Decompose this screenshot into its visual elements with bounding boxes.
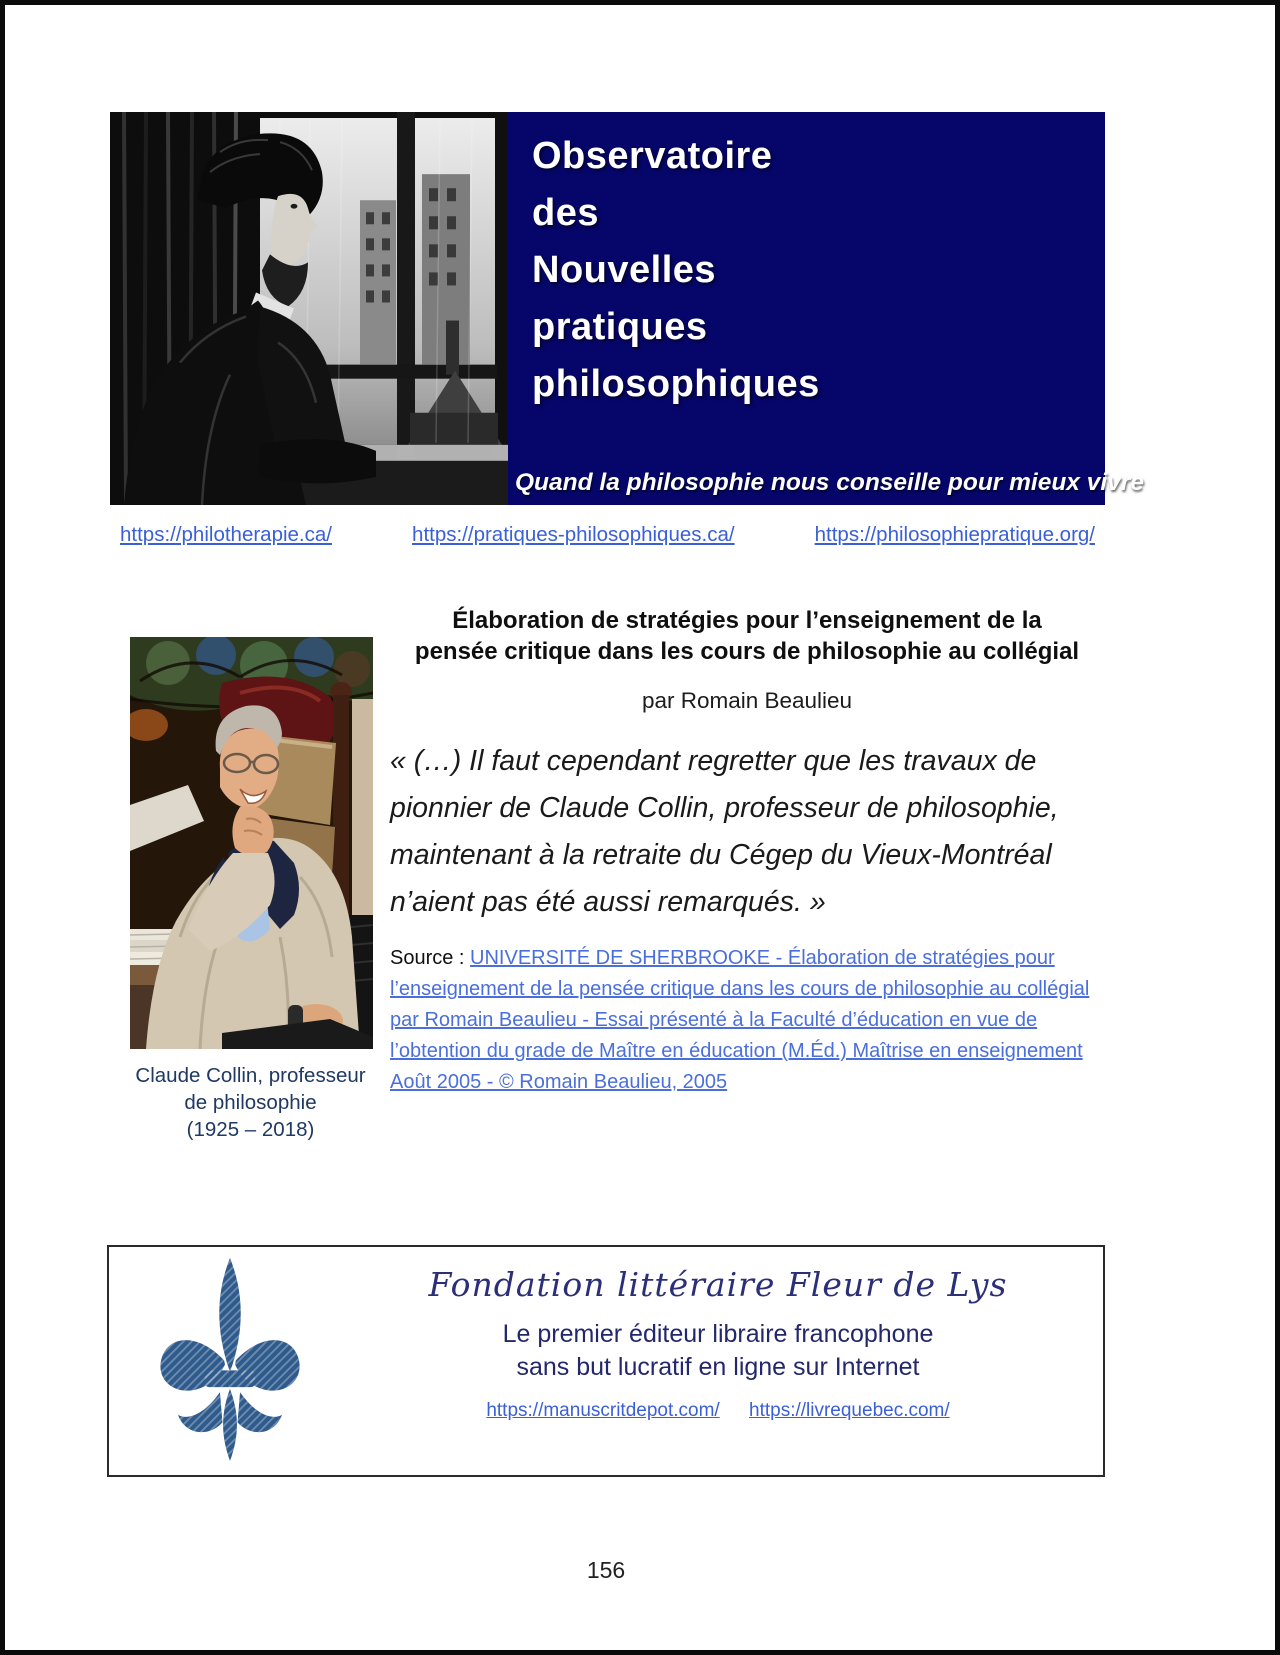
foundation-footer-box bbox=[107, 1245, 1105, 1477]
foundation-links bbox=[395, 1400, 1041, 1422]
foundation-description-line: sans but lucratif en ligne sur Internet bbox=[516, 1353, 920, 1381]
fleur-de-lys-icon bbox=[141, 1253, 319, 1471]
foundation-description bbox=[395, 1318, 1041, 1384]
banner-title-line: des bbox=[532, 192, 599, 234]
photo-caption bbox=[103, 1062, 398, 1143]
banner-tagline: Quand la philosophie nous conseille pour mieux vivre bbox=[515, 469, 1144, 496]
link-philotherapie[interactable]: https://philotherapie.ca/ bbox=[120, 523, 332, 546]
banner-title-line: philosophiques bbox=[532, 363, 820, 405]
caption-name: Claude Collin, professeur bbox=[135, 1064, 366, 1087]
banner-title-line: Nouvelles bbox=[532, 249, 717, 291]
article-title: Élaboration de stratégies pour l’enseignement de la pensée critique dans les cours de philosophie au collégial bbox=[414, 607, 1080, 665]
rainy-window-illustration bbox=[110, 112, 508, 505]
website-links-row bbox=[110, 523, 1105, 547]
foundation-text-block bbox=[395, 1247, 1041, 1422]
banner-title-line: Observatoire bbox=[532, 135, 773, 177]
source-label: Source : bbox=[390, 947, 471, 969]
claude-collin-photo bbox=[130, 637, 373, 1049]
article-byline: par Romain Beaulieu bbox=[641, 688, 853, 713]
banner-title-panel bbox=[508, 112, 1144, 505]
page-number: 156 bbox=[586, 1557, 626, 1583]
caption-title: de philosophie bbox=[184, 1091, 317, 1114]
link-pratiques-philosophiques[interactable]: https://pratiques-philosophiques.ca/ bbox=[412, 523, 735, 546]
link-livrequebec[interactable]: https://livrequebec.com/ bbox=[749, 1400, 950, 1421]
source-link[interactable]: UNIVERSITÉ DE SHERBROOKE - Élaboration de stratégies pour l’enseignement de la pensée critique dans les cours de philosophie au collégial par Romain Beaulieu - Essai présenté à la Faculté d’éducation en vue de l’obtention du grade de Maître en éducation (M.Éd.) Maîtrise en enseignement Août 2005 - © Romain Beaulieu, 2005 bbox=[390, 947, 1090, 1093]
link-philosophiepratique[interactable]: https://philosophiepratique.org/ bbox=[814, 523, 1095, 546]
header-banner bbox=[110, 112, 1144, 505]
banner-title-line: pratiques bbox=[532, 306, 708, 348]
foundation-description-line: Le premier éditeur libraire francophone bbox=[502, 1320, 934, 1348]
article-quote: « (…) Il faut cependant regretter que les travaux de pionnier de Claude Collin, professeur de philosophie, maintenant à la retraite du Cégep du Vieux-Montréal n’aient pas été aussi remarqués. » bbox=[390, 745, 1059, 918]
caption-dates: (1925 – 2018) bbox=[186, 1118, 315, 1141]
foundation-name: Fondation littéraire Fleur de Lys bbox=[428, 1265, 1008, 1304]
article-source bbox=[390, 943, 1090, 1098]
link-manuscritdepot[interactable]: https://manuscritdepot.com/ bbox=[486, 1400, 720, 1421]
